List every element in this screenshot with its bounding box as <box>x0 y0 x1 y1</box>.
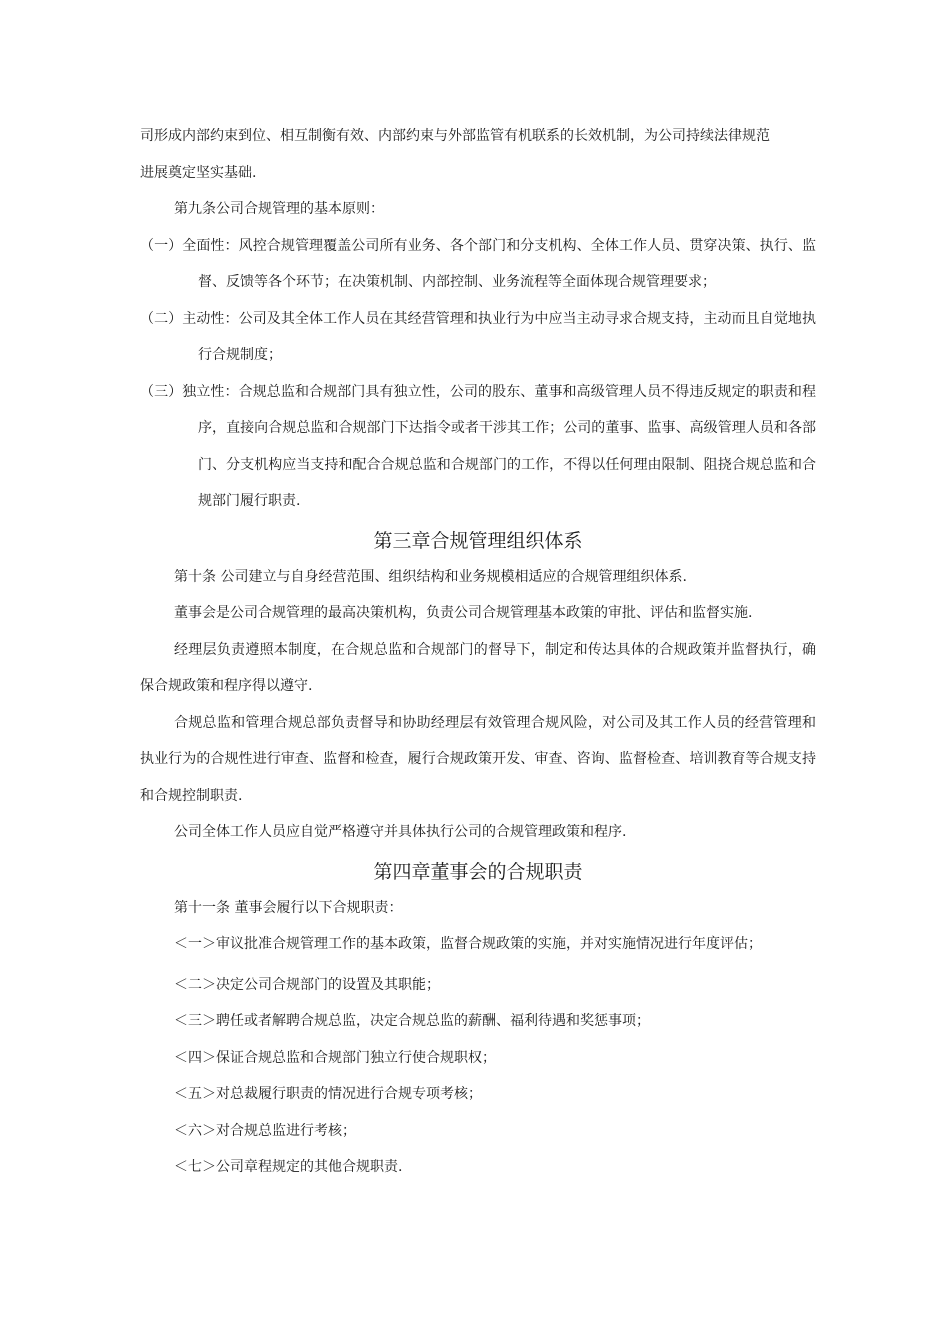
intro-line-1: 司形成内部约束到位、相互制衡有效、内部约束与外部监管有机联系的长效机制，为公司持续法律规范 <box>140 128 770 144</box>
duty-item: ＜六＞对合规总监进行考核； <box>174 1122 356 1139</box>
principle-item <box>140 228 816 301</box>
chapter-3-paragraph: 合规总监和管理合规总部负责督导和协助经理层有效管理合规风险，对公司及其工作人员的经营管理和执业行为的合规性进行审查、监督和检查，履行合规政策开发、审查、咨询、监督检查、培训教育等合规支持和合规控制职责. <box>140 714 816 804</box>
duty-item: ＜七＞公司章程规定的其他合规职责. <box>174 1159 403 1175</box>
chapter-3-heading: 第三章合规管理组织体系 <box>373 529 583 552</box>
chapter-3-paragraph: 第十条 公司建立与自身经营范围、组织结构和业务规模相适应的合规管理组织体系. <box>174 568 687 585</box>
principle-label: （三） <box>140 383 183 400</box>
principle-label: （一） <box>140 237 183 254</box>
duty-item: ＜四＞保证合规总监和合规部门独立行使合规职权； <box>174 1049 496 1066</box>
chapter-3-paragraph: 公司全体工作人员应自觉严格遵守并具体执行公司的合规管理政策和程序. <box>174 824 627 840</box>
duty-item: ＜一＞审议批准合规管理工作的基本政策，监督合规政策的实施，并对实施情况进行年度评估； <box>174 936 762 952</box>
duty-item: ＜五＞对总裁履行职责的情况进行合规专项考核； <box>174 1086 482 1102</box>
duty-item: ＜三＞聘任或者解聘合规总监，决定合规总监的薪酬、福利待遇和奖惩事项； <box>174 1013 650 1029</box>
document-body <box>140 118 816 1186</box>
principle-text: 全面性：风控合规管理覆盖公司所有业务、各个部门和分支机构、全体工作人员、贯穿决策、执行、监督、反馈等各个环节；在决策机制、内部控制、业务流程等全面体现合规管理要求； <box>182 237 817 290</box>
chapter-3-paragraph: 董事会是公司合规管理的最高决策机构，负责公司合规管理基本政策的审批、评估和监督实施. <box>174 605 753 621</box>
principle-text: 独立性：合规总监和合规部门具有独立性，公司的股东、董事和高级管理人员不得违反规定的职责和程序，直接向合规总监和合规部门下达指令或者干涉其工作；公司的董事、监事、高级管理人员和各部门、分支机构应当支持和配合合规总监和合规部门的工作，不得以任何理由限制、阻挠合规总监和合规部门履行职责. <box>182 383 817 509</box>
chapter-3-paragraph: 经理层负责遵照本制度，在合规总监和合规部门的督导下，制定和传达具体的合规政策并监督执行，确保合规政策和程序得以遵守. <box>140 641 816 694</box>
principle-label: （二） <box>140 310 183 327</box>
principle-item <box>140 301 816 374</box>
principle-item <box>140 374 816 520</box>
duty-item: ＜二＞决定公司合规部门的设置及其职能； <box>174 976 440 993</box>
article-11-title: 第十一条 董事会履行以下合规职责： <box>174 899 403 916</box>
intro-line-2: 进展奠定坚实基础. <box>140 164 257 181</box>
principle-text: 主动性：公司及其全体工作人员在其经营管理和执业行为中应当主动寻求合规支持，主动而且自觉地执行合规制度； <box>182 310 817 363</box>
article-9-title: 第九条公司合规管理的基本原则： <box>174 201 384 217</box>
chapter-4-heading: 第四章董事会的合规职责 <box>373 860 583 883</box>
